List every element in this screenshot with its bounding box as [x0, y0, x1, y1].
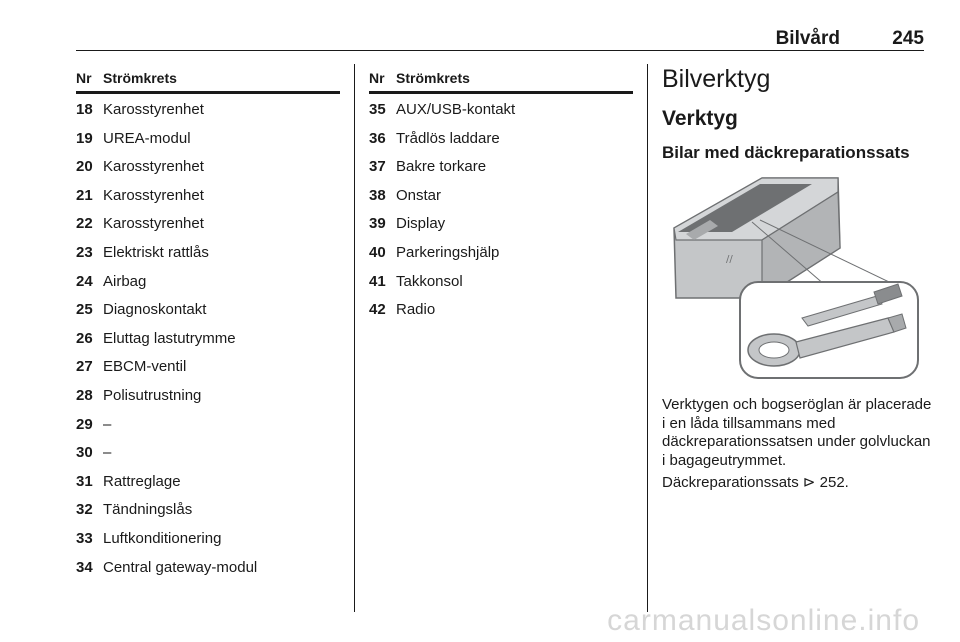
- page-header: [76, 24, 924, 51]
- heading-bilverktyg: Bilverktyg: [662, 65, 771, 93]
- row-circuit: –: [103, 415, 112, 433]
- row-number: 32: [76, 501, 93, 519]
- table-row: [76, 266, 340, 295]
- table-row: [369, 208, 633, 237]
- heading-verktyg: Verktyg: [662, 107, 738, 130]
- row-number: 38: [369, 186, 386, 204]
- row-number: 39: [369, 215, 386, 233]
- table-row: [76, 466, 340, 495]
- row-number: 41: [369, 272, 386, 290]
- tool-box-illustration: [662, 170, 924, 382]
- row-circuit: Display: [396, 215, 446, 233]
- row-circuit: AUX/USB-kontakt: [396, 101, 516, 118]
- row-circuit: Central gateway-modul: [103, 558, 258, 576]
- row-number: 28: [76, 386, 93, 404]
- table-row: [369, 94, 633, 123]
- table-row: [76, 237, 340, 266]
- row-number: 33: [76, 529, 93, 547]
- fuse-table-left: [76, 66, 340, 580]
- table-body: [369, 94, 633, 323]
- row-number: 22: [76, 215, 93, 233]
- header-nr: Nr: [76, 70, 92, 86]
- table-row: [369, 294, 633, 323]
- row-number: 37: [369, 158, 386, 176]
- row-number: 35: [369, 101, 386, 118]
- table-row: [76, 409, 340, 438]
- row-number: 18: [76, 101, 93, 118]
- row-circuit: Bakre torkare: [396, 158, 487, 176]
- row-circuit: Karosstyrenhet: [103, 158, 204, 176]
- heading-repair-kit: Bilar med däckreparationssats: [662, 143, 910, 162]
- svg-text://: //: [726, 254, 733, 265]
- arrow-icon: ⊳: [802, 474, 816, 491]
- header-nr: Nr: [369, 70, 385, 86]
- row-number: 24: [76, 272, 93, 290]
- table-row: [76, 523, 340, 552]
- row-circuit: Tändningslås: [103, 501, 193, 519]
- body-text: Verktygen och bogseröglan är placerade i en låda tillsammans med däckreparationssatsen under golvluckan i bagageutrymmet.: [662, 396, 932, 469]
- table-row: [369, 237, 633, 266]
- row-circuit: Parkeringshjälp: [396, 243, 500, 261]
- row-circuit: EBCM-ventil: [103, 358, 187, 376]
- row-number: 36: [369, 129, 386, 147]
- table-row: [76, 294, 340, 323]
- row-number: 40: [369, 243, 386, 261]
- header-circuit: Strömkrets: [103, 70, 177, 86]
- row-number: 26: [76, 329, 93, 347]
- header-circuit: Strömkrets: [396, 70, 470, 86]
- row-number: 25: [76, 301, 93, 319]
- row-circuit: Takkonsol: [396, 272, 463, 290]
- table-row: [76, 552, 340, 581]
- row-circuit: Airbag: [103, 272, 147, 290]
- row-circuit: UREA-modul: [103, 129, 191, 147]
- row-circuit: Polisutrustning: [103, 386, 202, 404]
- reference-page: 252.: [819, 474, 849, 491]
- table-row: [369, 180, 633, 209]
- row-number: 34: [76, 558, 93, 576]
- row-number: 23: [76, 243, 93, 261]
- table-row: [76, 151, 340, 180]
- row-number: 29: [76, 415, 93, 433]
- row-circuit: Diagnoskontakt: [103, 301, 207, 319]
- table-row: [76, 437, 340, 466]
- row-circuit: –: [103, 444, 112, 462]
- table-body: [76, 94, 340, 580]
- row-circuit: Karosstyrenhet: [103, 186, 204, 204]
- reference-text: Däckreparationssats: [662, 474, 799, 491]
- row-number: 20: [76, 158, 93, 176]
- table-row: [369, 266, 633, 295]
- table-row: [76, 123, 340, 152]
- row-circuit: Elektriskt rattlås: [103, 243, 209, 261]
- table-row: [76, 351, 340, 380]
- table-row: [76, 323, 340, 352]
- row-number: 42: [369, 301, 386, 319]
- row-number: 31: [76, 472, 93, 490]
- table-row: [76, 180, 340, 209]
- table-row: [369, 123, 633, 152]
- table-row: [76, 494, 340, 523]
- column-divider-right: [647, 64, 648, 612]
- reference-line: [662, 474, 932, 493]
- row-circuit: Karosstyrenhet: [103, 215, 204, 233]
- row-circuit: Radio: [396, 301, 436, 319]
- table-row: [76, 208, 340, 237]
- row-circuit: Eluttag lastutrymme: [103, 329, 236, 347]
- table-row: [76, 380, 340, 409]
- column-divider-left: [354, 64, 355, 612]
- section-title: Bilvård: [775, 28, 840, 49]
- row-circuit: Rattreglage: [103, 472, 181, 490]
- row-circuit: Luftkonditionering: [103, 529, 222, 547]
- row-number: 27: [76, 358, 93, 376]
- row-circuit: Trådlös laddare: [396, 129, 500, 147]
- row-number: 30: [76, 444, 93, 462]
- row-number: 21: [76, 186, 93, 204]
- table-header: [369, 66, 633, 94]
- table-row: [369, 151, 633, 180]
- watermark: carmanualsonline.info: [607, 604, 920, 637]
- table-header: [76, 66, 340, 94]
- fuse-table-right: [369, 66, 633, 323]
- table-row: [76, 94, 340, 123]
- row-circuit: Onstar: [396, 186, 442, 204]
- row-number: 19: [76, 129, 93, 147]
- row-circuit: Karosstyrenhet: [103, 101, 204, 118]
- page-number: 245: [892, 28, 924, 49]
